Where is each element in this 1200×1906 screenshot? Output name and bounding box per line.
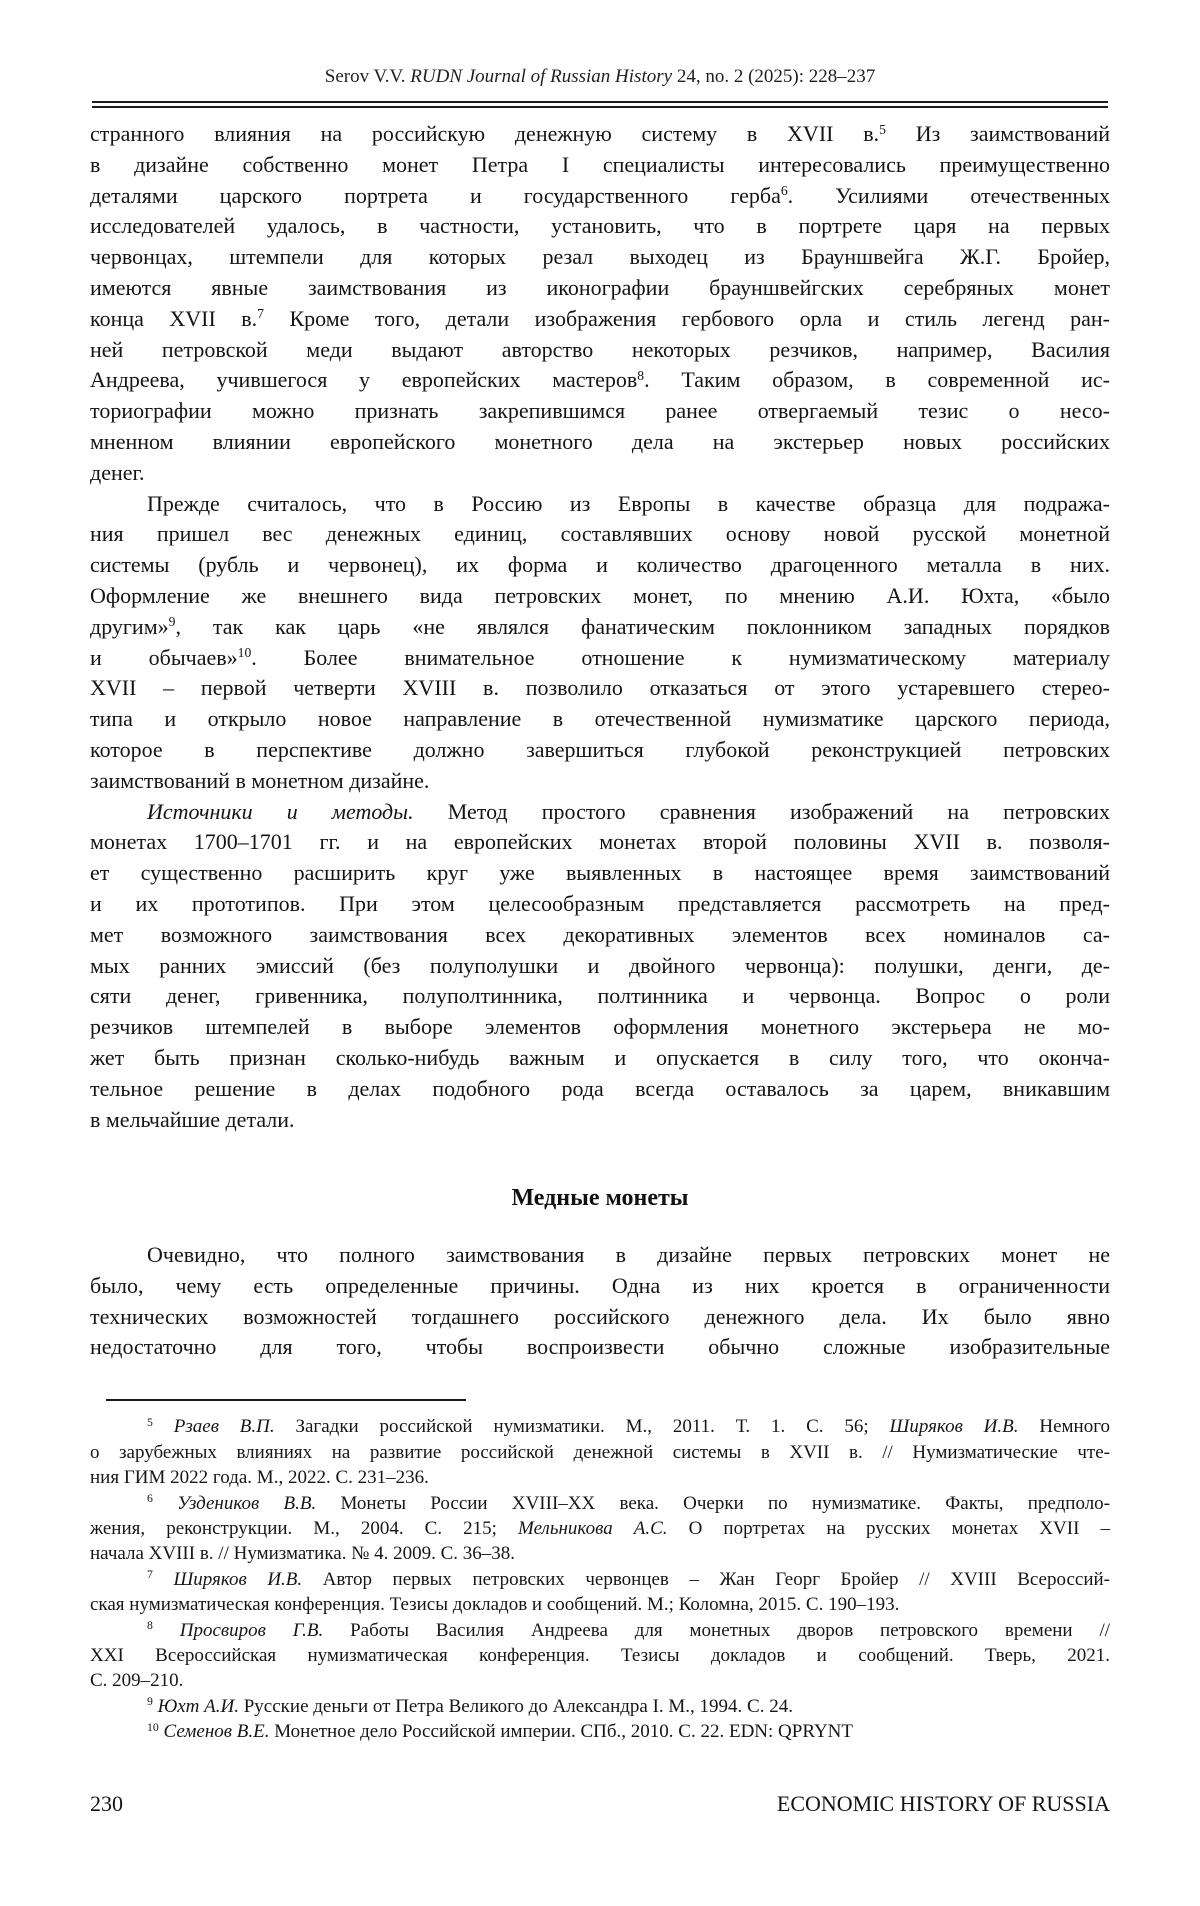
text-line: ториографии можно признать закрепившимся ранее отвергаемый тезис о несо- xyxy=(90,398,1110,424)
text-line: Источники и методы. Метод простого сравнения изображений на петровских xyxy=(147,798,1110,824)
text-line: конца XVII в.$^7$ Кроме того, детали изображения гербового орла и стиль легенд ран- xyxy=(90,305,1111,331)
footnote xyxy=(90,1618,1110,1694)
text-line: имеются явные заимствования из иконографии брауншвейгских серебряных монет xyxy=(90,274,1110,300)
footnote-line: ния ГИМ 2022 года. М., 2022. С. 231–236. xyxy=(90,1467,429,1489)
article-body xyxy=(90,119,1110,1363)
text-line: и обычаев»$^{10}$. Более внимательное отношение к нумизматическому материалу xyxy=(90,644,1111,670)
paragraph xyxy=(90,489,1110,797)
text-line: в мельчайшие детали. xyxy=(90,1106,295,1132)
footnote-line: о зарубежных влияниях на развитие российской денежной системы в XVII в. // Нумизматические чте- xyxy=(90,1441,1110,1463)
text-line: жет быть признан сколько-нибудь важным и опускается в силу того, что оконча- xyxy=(90,1044,1110,1070)
text-line: типа и открыло новое направление в отечественной нумизматике царского периода, xyxy=(90,706,1110,732)
text-line: ней петровской меди выдают авторство некоторых резчиков, например, Василия xyxy=(90,336,1110,362)
text-line: сяти денег, гривенника, полуполтинника, полтинника и червонца. Вопрос о роли xyxy=(90,983,1110,1009)
text-line: деталями царского портрета и государственного герба$^6$. Усилиями отечественных xyxy=(90,182,1110,208)
footnote-line: $^7$ Ширяков И.В. Автор первых петровских червонцев – Жан Георг Бройер // XVIII Всероссий- xyxy=(147,1568,1110,1590)
footnote-line: $^8$ Просвиров Г.В. Работы Василия Андреева для монетных дворов петровского времени // xyxy=(147,1619,1111,1641)
text-line: ния пришел вес денежных единиц, составлявших основу новой русской монетной xyxy=(90,521,1110,547)
footnote-reference: 9 xyxy=(168,614,176,630)
footnote-reference: 10 xyxy=(237,645,252,661)
page-footer xyxy=(90,1791,1110,1817)
footnote-line: $^6$ Уздеников В.В. Монеты России XVIII–XX века. Очерки по нумизматике. Факты, предполо- xyxy=(147,1492,1110,1514)
footnote xyxy=(90,1567,1110,1618)
footnote-line: $^9$ Юхт А.И. Русские деньги от Петра Великого до Александра I. М., 1994. С. 24. xyxy=(147,1695,793,1717)
footnote xyxy=(90,1719,1110,1744)
footnote xyxy=(90,1694,1110,1719)
text-line: Очевидно, что полного заимствования в дизайне первых петровских монет не xyxy=(147,1242,1110,1268)
text-line: Андреева, учившегося у европейских мастеров$^8$. Таким образом, в современной ис- xyxy=(90,367,1110,393)
section-heading: Медные монеты xyxy=(511,1185,689,1212)
footnote-reference: 8 xyxy=(147,1619,153,1633)
text-line: денег. xyxy=(90,459,145,485)
text-line: ет существенно расширить круг уже выявленных в настоящее время заимствований xyxy=(90,860,1110,886)
text-line: и их прототипов. При этом целесообразным представляется рассмотреть на пред- xyxy=(90,890,1110,916)
footnote-reference: 6 xyxy=(147,1492,153,1506)
text-line: другим»$^9$, так как царь «не являлся фанатическим поклонником западных порядков xyxy=(90,613,1110,639)
text-line: резчиков штемпелей в выборе элементов оформления монетного экстерьера не мо- xyxy=(90,1014,1110,1040)
text-line: было, чему есть определенные причины. Одна из них кроется в ограниченности xyxy=(90,1272,1110,1298)
footnote xyxy=(90,1491,1110,1567)
footnote-line: XXI Всероссийская нумизматическая конференция. Тезисы докладов и сообщений. Тверь, 2021. xyxy=(90,1644,1110,1666)
text-line: технических возможностей тогдашнего российского денежного дела. Их было явно xyxy=(90,1303,1110,1329)
text-line: исследователей удалось, в частности, установить, что в портрете царя на первых xyxy=(90,213,1110,239)
footnote-reference: 10 xyxy=(147,1720,159,1734)
footnote-reference: 9 xyxy=(147,1695,153,1709)
text-line: которое в перспективе должно завершиться глубокой реконструкцией петровских xyxy=(90,736,1110,762)
footnote-line: С. 209–210. xyxy=(90,1670,184,1692)
text-line: Оформление же внешнего вида петровских монет, по мнению А.И. Юхта, «было xyxy=(90,582,1110,608)
footnote-line: $^5$ Рзаев В.П. Загадки российской нумизматики. М., 2011. Т. 1. С. 56; Ширяков И.В. Немного xyxy=(147,1415,1111,1438)
page-number: 230 xyxy=(90,1791,123,1816)
footnote-line: ская нумизматическая конференция. Тезисы докладов и сообщений. М.; Коломна, 2015. С. 190–193. xyxy=(90,1594,900,1616)
paragraph xyxy=(90,119,1110,489)
running-header: Serov V.V. RUDN Journal of Russian History 24, no. 2 (2025): 228–237 xyxy=(324,66,876,87)
text-line: Прежде считалось, что в Россию из Европы в качестве образца для подража- xyxy=(147,490,1110,516)
text-line: системы (рубль и червонец), их форма и количество драгоценного металла в них. xyxy=(90,552,1110,578)
footnote-separator-rule xyxy=(106,1399,466,1401)
footnote-reference: 5 xyxy=(879,121,886,137)
text-line: заимствований в монетном дизайне. xyxy=(90,767,430,793)
paragraph xyxy=(90,1240,1110,1363)
footnote-line: жения, реконструкции. М., 2004. С. 215; Мельникова А.С. О портретах на русских монетах XVII – xyxy=(90,1517,1110,1539)
text-line: мненном влиянии европейского монетного дела на экстерьер новых российских xyxy=(90,428,1110,454)
text-line: недостаточно для того, чтобы воспроизвести обычно сложные изобразительные xyxy=(90,1334,1110,1360)
footnote-reference: 8 xyxy=(637,367,645,383)
footnote-reference: 7 xyxy=(257,306,264,322)
footnote-line: начала XVIII в. // Нумизматика. № 4. 2009. С. 36–38. xyxy=(90,1543,515,1565)
running-footer-title: ECONOMIC HISTORY OF RUSSIA xyxy=(776,1791,1110,1816)
footnote-line: $^{10}$ Семенов В.Е. Монетное дело Российской империи. СПб., 2010. С. 22. EDN: QPRYNT xyxy=(147,1720,854,1743)
footnote xyxy=(90,1414,1110,1490)
text-line: монетах 1700–1701 гг. и на европейских монетах второй половины XVII в. позволя- xyxy=(90,829,1110,855)
text-line: тельное решение в делах подобного рода всегда оставалось за царем, вникавшим xyxy=(90,1075,1110,1101)
text-line: мет возможного заимствования всех декоративных элементов всех номиналов са- xyxy=(90,921,1110,947)
footnotes xyxy=(90,1414,1110,1744)
footnote-reference: 6 xyxy=(780,183,788,199)
footnote-reference: 5 xyxy=(147,1415,153,1429)
text-line: червонцах, штемпели для которых резал выходец из Брауншвейга Ж.Г. Бройер, xyxy=(90,244,1110,270)
footnote-reference: 7 xyxy=(147,1568,153,1582)
text-line: странного влияния на российскую денежную систему в XVII в.$^5$ Из заимствований xyxy=(90,121,1110,146)
paragraph xyxy=(90,797,1110,1136)
header-rule xyxy=(92,101,1108,108)
text-line: в дизайне собственно монет Петра I специалисты интересовались преимущественно xyxy=(90,151,1110,177)
text-line: XVII – первой четверти XVIII в. позволило отказаться от этого устаревшего стерео- xyxy=(90,675,1110,701)
text-line: мых ранних эмиссий (без полуполушки и двойного червонца): полушки, денги, де- xyxy=(90,952,1110,978)
